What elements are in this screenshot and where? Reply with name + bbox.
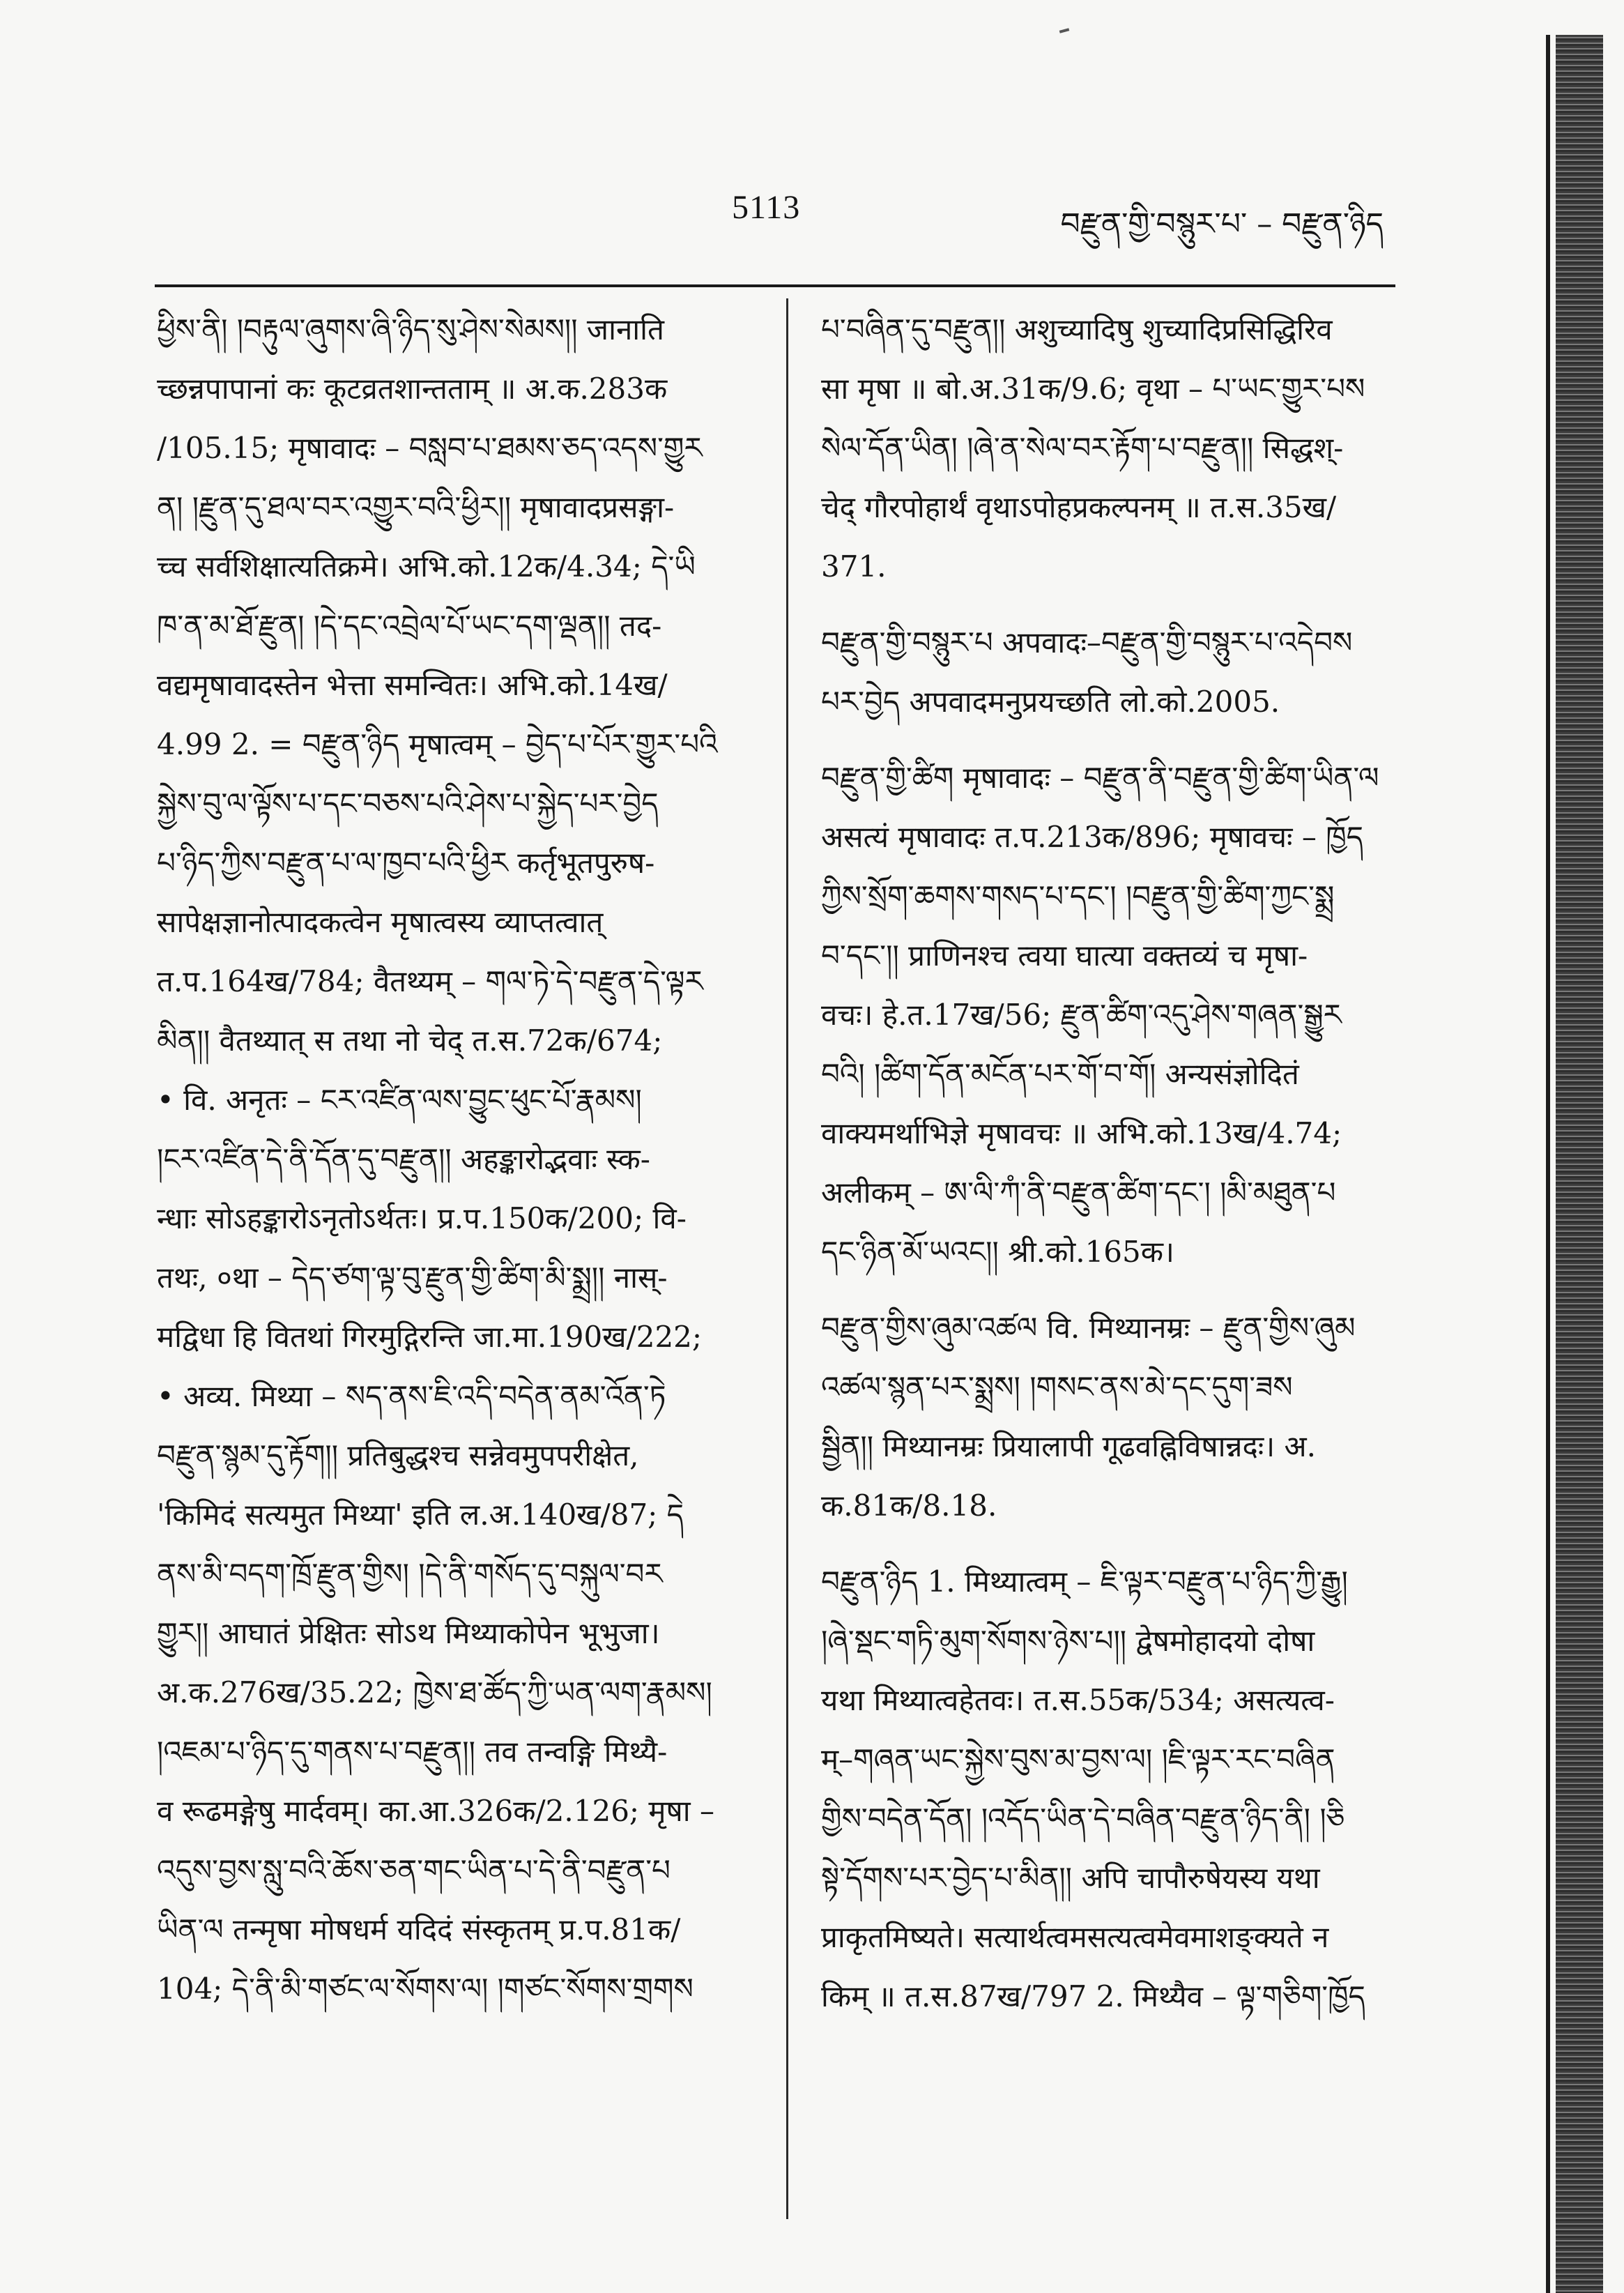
text-line: च्च सर्वशिक्षात्यतिक्रमे। अभि.को.12क/4.34; དེ་ཡི — [157, 549, 696, 584]
text-line: किम् ॥ त.स.87ख/797 2. मिथ्यैव – ལྟ་གཅིག་ཁྱོད — [821, 1979, 1365, 2013]
entry-apavada — [821, 613, 1393, 731]
text-line: • अव्य. मिथ्या – སད་ནས་ཇི་འདི་བདེན་ནམ་འོན་ཏེ — [157, 1379, 666, 1413]
text-line: བརྫུན་གྱིས་ཞུམ་འཚལ वि. मिथ्यानम्रः – རྫུན་གྱིས་ཞུམ — [821, 1311, 1356, 1345]
text-line: न्धाः सोऽहङ्कारोऽनृतोऽर्थतः। प्र.प.150क/200; वि- — [157, 1201, 687, 1235]
text-line: པ་བཞིན་དུ་བརྫུན།། अशुच्यादिषु शुच्यादिप्रसिद्धिरिव — [821, 312, 1333, 346]
text-line: 104; དེ་ནི་མི་གཙང་ལ་སོགས་ལ། །གཙང་སོགས་གྲགས — [157, 1972, 694, 2006]
text-line: །ངར་འཛིན་དེ་ནི་དོན་དུ་བརྫུན།། अहङ्कारोद्भवाः स्क- — [157, 1142, 650, 1176]
scan-speck — [1059, 28, 1070, 33]
text-line: ཀྱིས་སྲོག་ཆགས་གསད་པ་དང་། །བརྫུན་གྱི་ཚིག་ཀྱང་སྨྲ — [821, 879, 1335, 913]
text-line: འཚལ་སྙན་པར་སྨྲས། །གསང་ནས་མེ་དང་དུག་ཟས — [821, 1370, 1293, 1404]
text-line: तथः, ०था – དེད་ཙག་ལྟ་བུ་རྫུན་གྱི་ཚིག་མི་སྨྲ།། नास्- — [157, 1260, 668, 1295]
text-line: चेद् गौरपोहार्थं वृथाऽपोहप्रकल्पनम् ॥ त.स.35ख/ — [821, 490, 1337, 524]
text-line: सापेक्षज्ञानोत्पादकत्वेन मृषात्वस्य व्याप्तत्वात् — [157, 905, 604, 939]
text-line: ཡིན་ལ तन्मृषा मोषधर्म यदिदं संस्कृतम् प्र.प.81क/ — [157, 1912, 681, 1947]
text-line: དང་ཉིན་མོ་ཡའང།། श्री.को.165क। — [821, 1235, 1174, 1269]
text-line: वाक्यमर्थाभिज्ञे मृषावचः ॥ अभि.को.13ख/4.74; — [821, 1116, 1342, 1150]
entry-mithyanamra — [821, 1298, 1393, 1535]
entry-mrsavada — [821, 748, 1393, 1281]
text-line: བརྫུན་སྙམ་དུ་རྟོག།། प्रतिबुद्धश्च सन्नेवमुपपरीक्षेत, — [157, 1438, 639, 1472]
text-line: यथा मिथ्यात्वहेतवः। त.स.55क/534; असत्यत्व- — [821, 1683, 1335, 1717]
text-line: 4.99 2. = བརྫུན་ཉིད मृषात्वम् – བྱེད་པ་པོར་གྱུར་པའི — [157, 727, 718, 761]
text-line: ཁ་ན་མ་ཐོ་རྫུན། །དེ་དང་འབྲེལ་པོ་ཡང་དག་ལྡན།། तद- — [157, 609, 662, 643]
text-line: འདུས་བྱས་སླུ་བའི་ཆོས་ཅན་གང་ཡིན་པ་དེ་ནི་བརྫུན་པ — [157, 1853, 671, 1887]
text-line: मद्विधा हि वितथां गिरमुद्गिरन्ति जा.मा.190ख/222; — [157, 1320, 703, 1354]
header-rule — [155, 284, 1395, 287]
text-line: གྱུར།། आघातं प्रेक्षितः सोऽथ मिथ्याकोपेन भूभुजा। — [157, 1616, 660, 1650]
text-line: क.81क/8.18. — [821, 1488, 997, 1523]
text-line: वद्यमृषावादस्तेन भेत्ता समन्वितः। अभि.को.14ख/ — [157, 668, 668, 702]
left-column — [157, 300, 770, 2018]
text-line: /105.15; मृषावादः – བསླབ་པ་ཐམས་ཅད་འདས་གྱུར — [157, 431, 703, 465]
running-head: བརྫུན་གྱི་བསྙུར་པ་ – བརྫུན་ཉིད — [1060, 206, 1384, 242]
text-line: །འཇམ་པ་ཉིད་དུ་གནས་པ་བརྫུན།། तव तन्वङ्गि मिथ्यै- — [157, 1735, 668, 1769]
text-line: སྦྱིན།། मिथ्यानम्रः प्रियालापी गूढवह्निविषान्नदः। अ. — [821, 1429, 1316, 1463]
text-line: अलीकम् – ཨ་ལི་ཀཾ་ནི་བརྫུན་ཚིག་དང་། །མི་མཐུན་པ — [821, 1175, 1336, 1210]
text-line: अ.क.276ख/35.22; ཁྱེས་ཐ་ཚོད་ཀྱི་ཡན་ལག་རྣམས། — [157, 1675, 712, 1709]
text-line: བརྫུན་གྱི་བསྙུར་པ अपवादः–བརྫུན་གྱི་བསྙུར་པ་འདེབས — [821, 625, 1353, 660]
text-line: त.प.164ख/784; वैतथ्यम् – གལ་ཏེ་དེ་བརྫུན་དེ་ལྟར — [157, 964, 703, 998]
text-line: असत्यं मृषावादः त.प.213क/896; मृषावचः – ཁྱོད — [821, 820, 1363, 854]
text-line: བ་དང་།། प्राणिनश्च त्वया घात्या वक्तव्यं च मृषा- — [821, 938, 1308, 973]
text-line: གྱིས་བདེན་དོན། །འདོད་ཡིན་དེ་བཞིན་བརྫུན་ཉིད་ནི། །ཅི — [821, 1801, 1345, 1836]
text-line: 'किमिदं सत्यमुत मिथ्या' इति ल.अ.140ख/87; དེ — [157, 1498, 684, 1532]
text-line: 371. — [821, 549, 887, 584]
text-line: བའི། །ཚིག་དོན་མངོན་པར་གོ་བ་གོ། अन्यसंज्ञोदितं — [821, 1057, 1299, 1091]
text-line: པ་ཉིད་ཀྱིས་བརྫུན་པ་ལ་ཁྱབ་པའི་ཕྱིར कर्तृभूतपुरुष- — [157, 846, 655, 880]
text-line: ནས་མི་བདག་ཁྲོ་རྫུན་གྱིས། །དེ་ནི་གསོད་དུ་བསྐུལ་བར — [157, 1557, 663, 1591]
text-line: ཕྱིས་ནི། །བརྟུལ་ཞུགས་ཞི་ཉིད་སུ་ཤེས་སེམས།། जानाति — [157, 312, 664, 346]
text-line: སྐྱེས་བུ་ལ་ལྟོས་པ་དང་བཅས་པའི་ཤེས་པ་སྐྱེད་པར་བྱེད — [157, 786, 659, 821]
scan-edge-shadow — [1556, 35, 1603, 2293]
text-line: म्–གཞན་ཡང་སྐྱེས་བུས་མ་བྱས་ལ། །ཇི་ལྟར་རང་བཞིན — [821, 1742, 1335, 1776]
text-line: བརྫུན་ཉིད 1. मिथ्यात्वम् – ཇི་ལྟར་བརྫུན་པ་ཉིད་ཀྱི་རྒྱུ། — [821, 1564, 1348, 1599]
text-line: च्छन्नपापानां कः कूटव्रतशान्तताम् ॥ अ.क.283क — [157, 372, 668, 406]
column-divider — [786, 298, 788, 2219]
page-header — [0, 188, 1624, 244]
text-line: व रूढमङ्गेषु मार्दवम्। का.आ.326क/2.126; मृषा – — [157, 1794, 715, 1828]
page-number: 5113 — [732, 189, 801, 226]
text-line: པར་བྱེད अपवादमनुप्रयच्छति लो.को.2005. — [821, 685, 1280, 719]
text-line: प्राकृतमिष्यते। सत्यार्थत्वमसत्यत्वमेवमाशङ्क्यते न — [821, 1920, 1329, 1954]
entry-continuation — [821, 300, 1393, 596]
text-line: བརྫུན་གྱི་ཚིག मृषावादः – བརྫུན་ནི་བརྫུན་གྱི་ཚིག་ཡིན་ལ — [821, 761, 1379, 795]
scan-edge-line — [1546, 35, 1550, 2293]
text-line: །ཞེ་སྡང་གཏི་མུག་སོགས་ཉེས་པ།། द्वेषमोहादयो दोषा — [821, 1624, 1315, 1658]
right-column — [821, 300, 1393, 2026]
text-line: सा मृषा ॥ बो.अ.31क/9.6; वृथा – པ་ཡང་གྱུར་པས — [821, 372, 1365, 406]
text-line: མིན།། वैतथ्यात् स तथा नो चेद् त.स.72क/674; — [157, 1023, 663, 1058]
text-line: • वि. अनृतः – ངར་འཛིན་ལས་བྱུང་ཕུང་པོ་རྣམས། — [157, 1083, 642, 1117]
text-line: ན། །རྫུན་དུ་ཐལ་བར་འགྱུར་བའི་ཕྱིར།། मृषावादप्रसङ्गा- — [157, 490, 675, 524]
text-line: སེལ་དོན་ཡིན། །ཞེ་ན་སེལ་བར་རྟོག་པ་བརྫུན།། सिद्धश्- — [821, 431, 1344, 465]
text-line: वचः। हे.त.17ख/56; རྫུན་ཚིག་འདུ་ཤེས་གཞན་སྒྱུར — [821, 998, 1342, 1032]
entry-mithyatvam — [821, 1552, 1393, 2026]
text-line: སྟེ་དོགས་པར་བྱེད་པ་མིན།། अपि चापौरुषेयस्य यथा — [821, 1861, 1320, 1895]
